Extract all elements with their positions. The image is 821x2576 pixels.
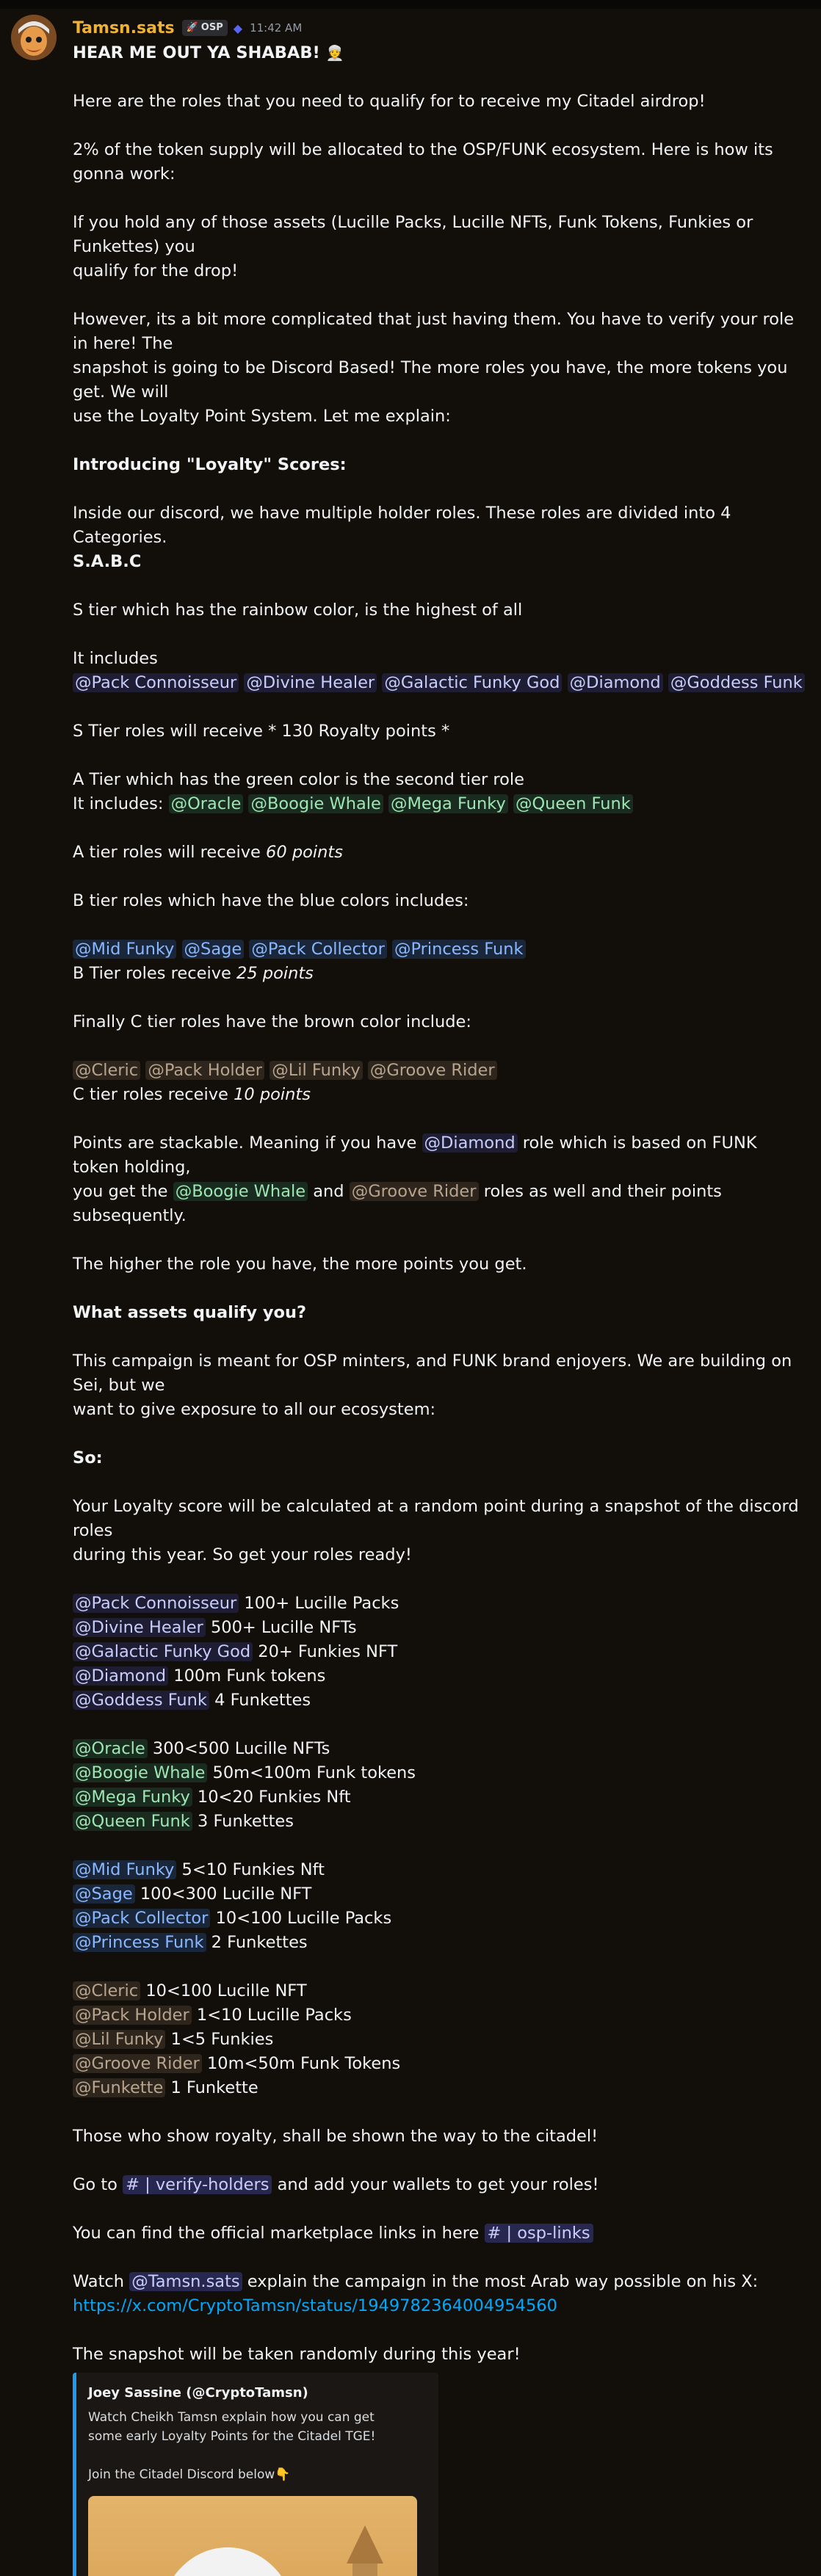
requirement-row: @Pack Collector 10<100 Lucille Packs [73, 1906, 806, 1931]
role-mention[interactable]: @Boogie Whale [173, 1182, 308, 1201]
text-line: qualify for the drop! [73, 261, 239, 280]
role-mention[interactable]: @Pack Connoisseur [73, 1594, 239, 1613]
text-line: The higher the role you have, the more points you get. [73, 1255, 527, 1274]
role-mention[interactable]: @Galactic Funky God [382, 673, 562, 692]
avatar[interactable] [11, 15, 57, 60]
text-line: S Tier roles will receive * 130 Royalty points * [73, 722, 450, 741]
x-post-link[interactable]: https://x.com/CryptoTamsn/status/1949782364004954560 [73, 2296, 557, 2315]
text-line: Finally C tier roles have the brown color include: [73, 1012, 471, 1031]
role-mention[interactable]: @Mid Funky [73, 1860, 176, 1879]
role-mention[interactable]: @Goddess Funk [668, 673, 805, 692]
section-heading: Introducing "Loyalty" Scores: [73, 455, 347, 474]
role-mention[interactable]: @Mega Funky [73, 1788, 192, 1807]
requirement-row: @Cleric 10<100 Lucille NFT [73, 1979, 806, 2003]
requirement-row: @Galactic Funky God 20+ Funkies NFT [73, 1640, 806, 1664]
text-line: S tier which has the rainbow color, is the highest of all [73, 601, 523, 620]
role-mention[interactable]: @Oracle [169, 794, 244, 813]
requirement-row: @Princess Funk 2 Funkettes [73, 1931, 806, 1955]
requirement-row: @Pack Connoisseur 100+ Lucille Packs [73, 1592, 806, 1616]
text-line: B Tier roles receive 25 points [73, 964, 314, 983]
text-line: Those who show royalty, shall be shown the way to the citadel! [73, 2127, 598, 2146]
text-line: C tier roles receive 10 points [73, 1085, 311, 1104]
top-bar [0, 0, 821, 9]
text-line: Your Loyalty score will be calculated at a random point during a snapshot of the discord roles [73, 1497, 799, 1540]
server-tag-badge[interactable] [182, 20, 228, 36]
c-tier-roles [73, 1059, 806, 1083]
role-mention[interactable]: @Pack Collector [249, 940, 386, 959]
role-mention[interactable]: @Pack Holder [145, 1061, 264, 1080]
text-line: snapshot is going to be Discord Based! The more roles you have, the more tokens you get. We will [73, 358, 788, 402]
role-mention[interactable]: @Pack Connoisseur [73, 673, 239, 692]
text-line: use the Loyalty Point System. Let me explain: [73, 407, 451, 426]
role-mention[interactable]: @Mega Funky [388, 794, 508, 813]
text-line: Here are the roles that you need to qualify for to receive my Citadel airdrop! [73, 92, 706, 111]
channel-link-verify-holders[interactable]: # | verify-holders [123, 2175, 272, 2194]
role-mention[interactable]: @Diamond [73, 1666, 168, 1686]
text-line: want to give exposure to all our ecosystem: [73, 1400, 436, 1419]
role-mention[interactable]: @Oracle [73, 1739, 148, 1758]
rocket-icon: 🚀 [186, 22, 198, 33]
section-heading: What assets qualify you? [73, 1303, 307, 1322]
requirement-row: @Divine Healer 500+ Lucille NFTs [73, 1616, 806, 1640]
text-line: You can find the official marketplace links in here # | osp-links [73, 2221, 806, 2246]
chat-message [0, 9, 821, 2576]
timestamp[interactable]: 11:42 AM [250, 21, 303, 35]
requirement-row: @Mid Funky 5<10 Funkies Nft [73, 1858, 806, 1882]
embed-image[interactable] [88, 2496, 417, 2576]
username[interactable]: Tamsn.sats [73, 18, 175, 37]
channel-link-osp-links[interactable]: # | osp-links [485, 2224, 593, 2243]
role-mention[interactable]: @Groove Rider [368, 1061, 497, 1080]
requirement-row: @Boogie Whale 50m<100m Funk tokens [73, 1761, 806, 1785]
requirement-row: @Diamond 100m Funk tokens [73, 1664, 806, 1688]
requirement-row: @Pack Holder 1<10 Lucille Packs [73, 2003, 806, 2028]
requirement-row: @Mega Funky 10<20 Funkies Nft [73, 1785, 806, 1810]
role-mention[interactable]: @Boogie Whale [248, 794, 383, 813]
role-mention[interactable]: @Sage [73, 1884, 135, 1904]
role-mention[interactable]: @Sage [182, 940, 245, 959]
text-line: A Tier which has the green color is the second tier role [73, 770, 525, 789]
link-embed[interactable] [73, 2373, 438, 2576]
role-mention[interactable]: @Divine Healer [244, 673, 377, 692]
role-mention[interactable]: @Goddess Funk [73, 1691, 209, 1710]
role-mention[interactable]: @Diamond [568, 673, 663, 692]
role-mention[interactable]: @Funkette [73, 2078, 165, 2097]
embed-description: Watch Cheikh Tamsn explain how you can get some early Loyalty Points for the Citadel TGE! Join the Citadel Discord below👇 [88, 2410, 376, 2482]
role-mention[interactable]: @Galactic Funky God [73, 1642, 253, 1661]
requirement-row: @Goddess Funk 4 Funkettes [73, 1688, 806, 1713]
role-mention[interactable]: @Groove Rider [350, 1182, 479, 1201]
role-mention[interactable]: @Queen Funk [73, 1812, 192, 1831]
role-mention[interactable]: @Pack Holder [73, 2006, 192, 2025]
role-mention[interactable]: @Queen Funk [513, 794, 633, 813]
b-tier-roles [73, 937, 806, 962]
text-line: 2% of the token supply will be allocated to the OSP/FUNK ecosystem. Here is how its gonna work: [73, 140, 773, 184]
text-line: However, its a bit more complicated that just having them. You have to verify your role in here! The [73, 310, 795, 353]
requirement-row: @Queen Funk 3 Funkettes [73, 1810, 806, 1834]
text-line: This campaign is meant for OSP minters, and FUNK brand enjoyers. We are building on Sei, but we [73, 1352, 792, 1395]
text-line: Points are stackable. Meaning if you have @Diamond role which is based on FUNK token holding, [73, 1133, 757, 1177]
section-heading: So: [73, 1448, 103, 1467]
role-mention[interactable]: @Divine Healer [73, 1618, 206, 1637]
message-header [73, 9, 806, 41]
role-mention[interactable]: @Groove Rider [73, 2054, 202, 2073]
text-line: A tier roles will receive 60 points [73, 843, 343, 862]
embed-author[interactable]: Joey Sassine (@CryptoTamsn) [88, 2385, 308, 2401]
message-content [73, 41, 806, 2576]
role-mention[interactable]: @Princess Funk [392, 940, 526, 959]
text-line: during this year. So get your roles ready! [73, 1545, 412, 1564]
role-mention[interactable]: @Cleric [73, 1981, 140, 2000]
role-mention[interactable]: @Cleric [73, 1061, 140, 1080]
text-line: It includes [73, 649, 158, 668]
man-with-turban-emoji: 👳 [325, 44, 344, 62]
requirement-row: @Sage 100<300 Lucille NFT [73, 1882, 806, 1906]
text-line: S.A.B.C [73, 552, 142, 571]
role-mention[interactable]: @Pack Collector [73, 1909, 210, 1928]
badge-label: OSP [200, 22, 223, 33]
requirement-row: @Oracle 300<500 Lucille NFTs [73, 1737, 806, 1761]
requirement-row: @Funkette 1 Funkette [73, 2076, 806, 2100]
text-line: you get the @Boogie Whale and @Groove Rider roles as well and their points subsequently. [73, 1182, 722, 1225]
role-mention[interactable]: @Lil Funky [270, 1061, 362, 1080]
role-mention[interactable]: @Boogie Whale [73, 1763, 207, 1782]
text-line: Go to # | verify-holders and add your wallets to get your roles! [73, 2175, 599, 2194]
a-tier-roles: It includes: @Oracle @Boogie Whale @Mega Funky @Queen Funk [73, 792, 806, 816]
requirement-row: @Lil Funky 1<5 Funkies [73, 2028, 806, 2052]
text-line: Inside our discord, we have multiple holder roles. These roles are divided into 4 Categories. [73, 504, 731, 547]
pointing-down-emoji: 👇 [275, 2467, 291, 2482]
text-line: If you hold any of those assets (Lucille Packs, Lucille NFTs, Funk Tokens, Funkies or Funkettes) you [73, 213, 753, 256]
message-title: HEAR ME OUT YA SHABAB! 👳 [73, 43, 344, 62]
role-mention[interactable]: @Lil Funky [73, 2030, 165, 2049]
text-line: The snapshot will be taken randomly during this year! [73, 2345, 521, 2364]
role-mention[interactable]: @Diamond [422, 1133, 518, 1153]
nitro-icon[interactable]: ◆ [233, 21, 243, 35]
text-line: B tier roles which have the blue colors includes: [73, 891, 469, 910]
role-mention[interactable]: @Princess Funk [73, 1933, 206, 1952]
s-tier-roles [73, 671, 806, 695]
text-line: Watch @Tamsn.sats explain the campaign in the most Arab way possible on his X: [73, 2272, 759, 2291]
user-mention[interactable]: @Tamsn.sats [129, 2272, 242, 2291]
requirement-row: @Groove Rider 10m<50m Funk Tokens [73, 2052, 806, 2076]
role-mention[interactable]: @Mid Funky [73, 940, 176, 959]
